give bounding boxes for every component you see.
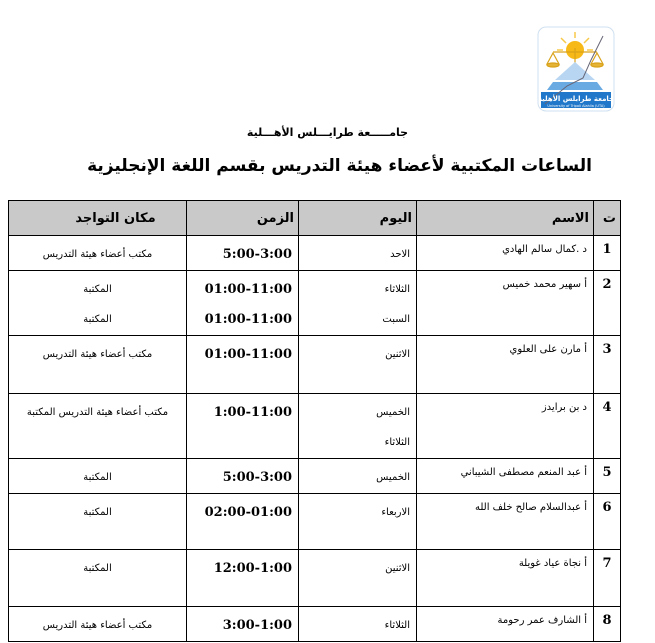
table-row	[9, 271, 621, 336]
table-row	[9, 550, 621, 607]
location: المكتبة	[83, 284, 112, 295]
member-name: د .كمال سالم الهادي	[417, 236, 594, 271]
header-name: الاسم	[417, 201, 594, 236]
day: الثلاثاء	[384, 620, 410, 631]
table-header-row	[9, 201, 621, 236]
location: المكتبة	[83, 507, 112, 518]
location: المكتبة	[83, 314, 112, 325]
location-cell	[9, 494, 187, 550]
member-name: أ عبدالسلام صالح خلف الله	[417, 494, 594, 550]
member-name: أ الشارف عمر رحومة	[417, 607, 594, 642]
row-number: 6	[594, 494, 621, 550]
location-cell	[9, 607, 187, 642]
location: مكتب أعضاء هيئة التدريس المكتبة	[26, 407, 169, 418]
table-row	[9, 607, 621, 642]
day: الخميس	[376, 407, 410, 418]
office-hours-table	[8, 200, 621, 642]
day: الخميس	[376, 472, 410, 483]
time-range-cell	[187, 459, 299, 494]
day: الثلاثاء	[384, 284, 410, 295]
location-cell	[9, 459, 187, 494]
location: مكتب أعضاء هيئة التدريس	[42, 349, 153, 360]
time-range-cell	[187, 394, 299, 459]
university-name: جامـــــعة طرايـــلس الأهـــلية	[246, 126, 409, 139]
table-row	[9, 394, 621, 459]
location: مكتب أعضاء هيئة التدريس	[42, 249, 153, 260]
location: مكتب أعضاء هيئة التدريس	[42, 620, 153, 631]
location-cell	[9, 394, 187, 459]
member-name: أ سهير محمد خميس	[417, 271, 594, 336]
day: الثلاثاء	[384, 437, 410, 448]
table-row	[9, 336, 621, 394]
university-logo	[537, 26, 615, 112]
member-name: أ نجاة عياد غويلة	[417, 550, 594, 607]
time-range-cell	[187, 550, 299, 607]
day-cell	[299, 236, 417, 271]
day: الاحد	[390, 249, 410, 260]
member-name: أ عبد المنعم مصطفى الشيباني	[417, 459, 594, 494]
time-range-cell	[187, 336, 299, 394]
day: الاثنين	[385, 349, 410, 360]
time-range: 3:00-1:00	[222, 618, 292, 633]
row-number: 4	[594, 394, 621, 459]
svg-text:جامعة طرابلس الأهلية: جامعة طرابلس الأهلية	[537, 95, 615, 103]
row-number: 7	[594, 550, 621, 607]
time-range: 01:00-11:00	[204, 347, 292, 362]
member-name: أ مارن على العلوي	[417, 336, 594, 394]
location-cell	[9, 336, 187, 394]
time-range-cell	[187, 607, 299, 642]
header-location: مكان التواجد	[9, 201, 187, 236]
page-title: الساعات المكتبية لأعضاء هيئة التدريس بقسم اللغة الإنجليزية	[87, 156, 592, 176]
day-cell	[299, 394, 417, 459]
time-range: 01:00-11:00	[204, 282, 292, 297]
row-number: 2	[594, 271, 621, 336]
time-range-cell	[187, 236, 299, 271]
time-range: 01:00-11:00	[204, 312, 292, 327]
day: الاربعاء	[381, 507, 410, 518]
day-cell	[299, 271, 417, 336]
table-row	[9, 494, 621, 550]
row-number: 8	[594, 607, 621, 642]
day-cell	[299, 494, 417, 550]
location-cell	[9, 271, 187, 336]
time-range: 5:00-3:00	[222, 470, 292, 485]
row-number: 5	[594, 459, 621, 494]
day-cell	[299, 459, 417, 494]
time-range: 5:00-3:00	[222, 247, 292, 262]
table-row	[9, 236, 621, 271]
time-range-cell	[187, 494, 299, 550]
day: السبت	[382, 314, 410, 325]
time-range: 12:00-1:00	[213, 561, 292, 576]
time-range: 02:00-01:00	[204, 505, 292, 520]
day-cell	[299, 550, 417, 607]
location-cell	[9, 236, 187, 271]
header-day: اليوم	[299, 201, 417, 236]
time-range-cell	[187, 271, 299, 336]
table-row	[9, 459, 621, 494]
day-cell	[299, 336, 417, 394]
header-num: ت	[594, 201, 621, 236]
row-number: 1	[594, 236, 621, 271]
day: الاثنين	[385, 563, 410, 574]
location: المكتبة	[83, 563, 112, 574]
location-cell	[9, 550, 187, 607]
day-cell	[299, 607, 417, 642]
svg-text:University of Tripoli Alahlia: University of Tripoli Alahlia (UTA)	[547, 104, 605, 108]
header-time: الزمن	[187, 201, 299, 236]
member-name: د بن برايدز	[417, 394, 594, 459]
row-number: 3	[594, 336, 621, 394]
location: المكتبة	[83, 472, 112, 483]
time-range: 1:00-11:00	[213, 405, 292, 420]
